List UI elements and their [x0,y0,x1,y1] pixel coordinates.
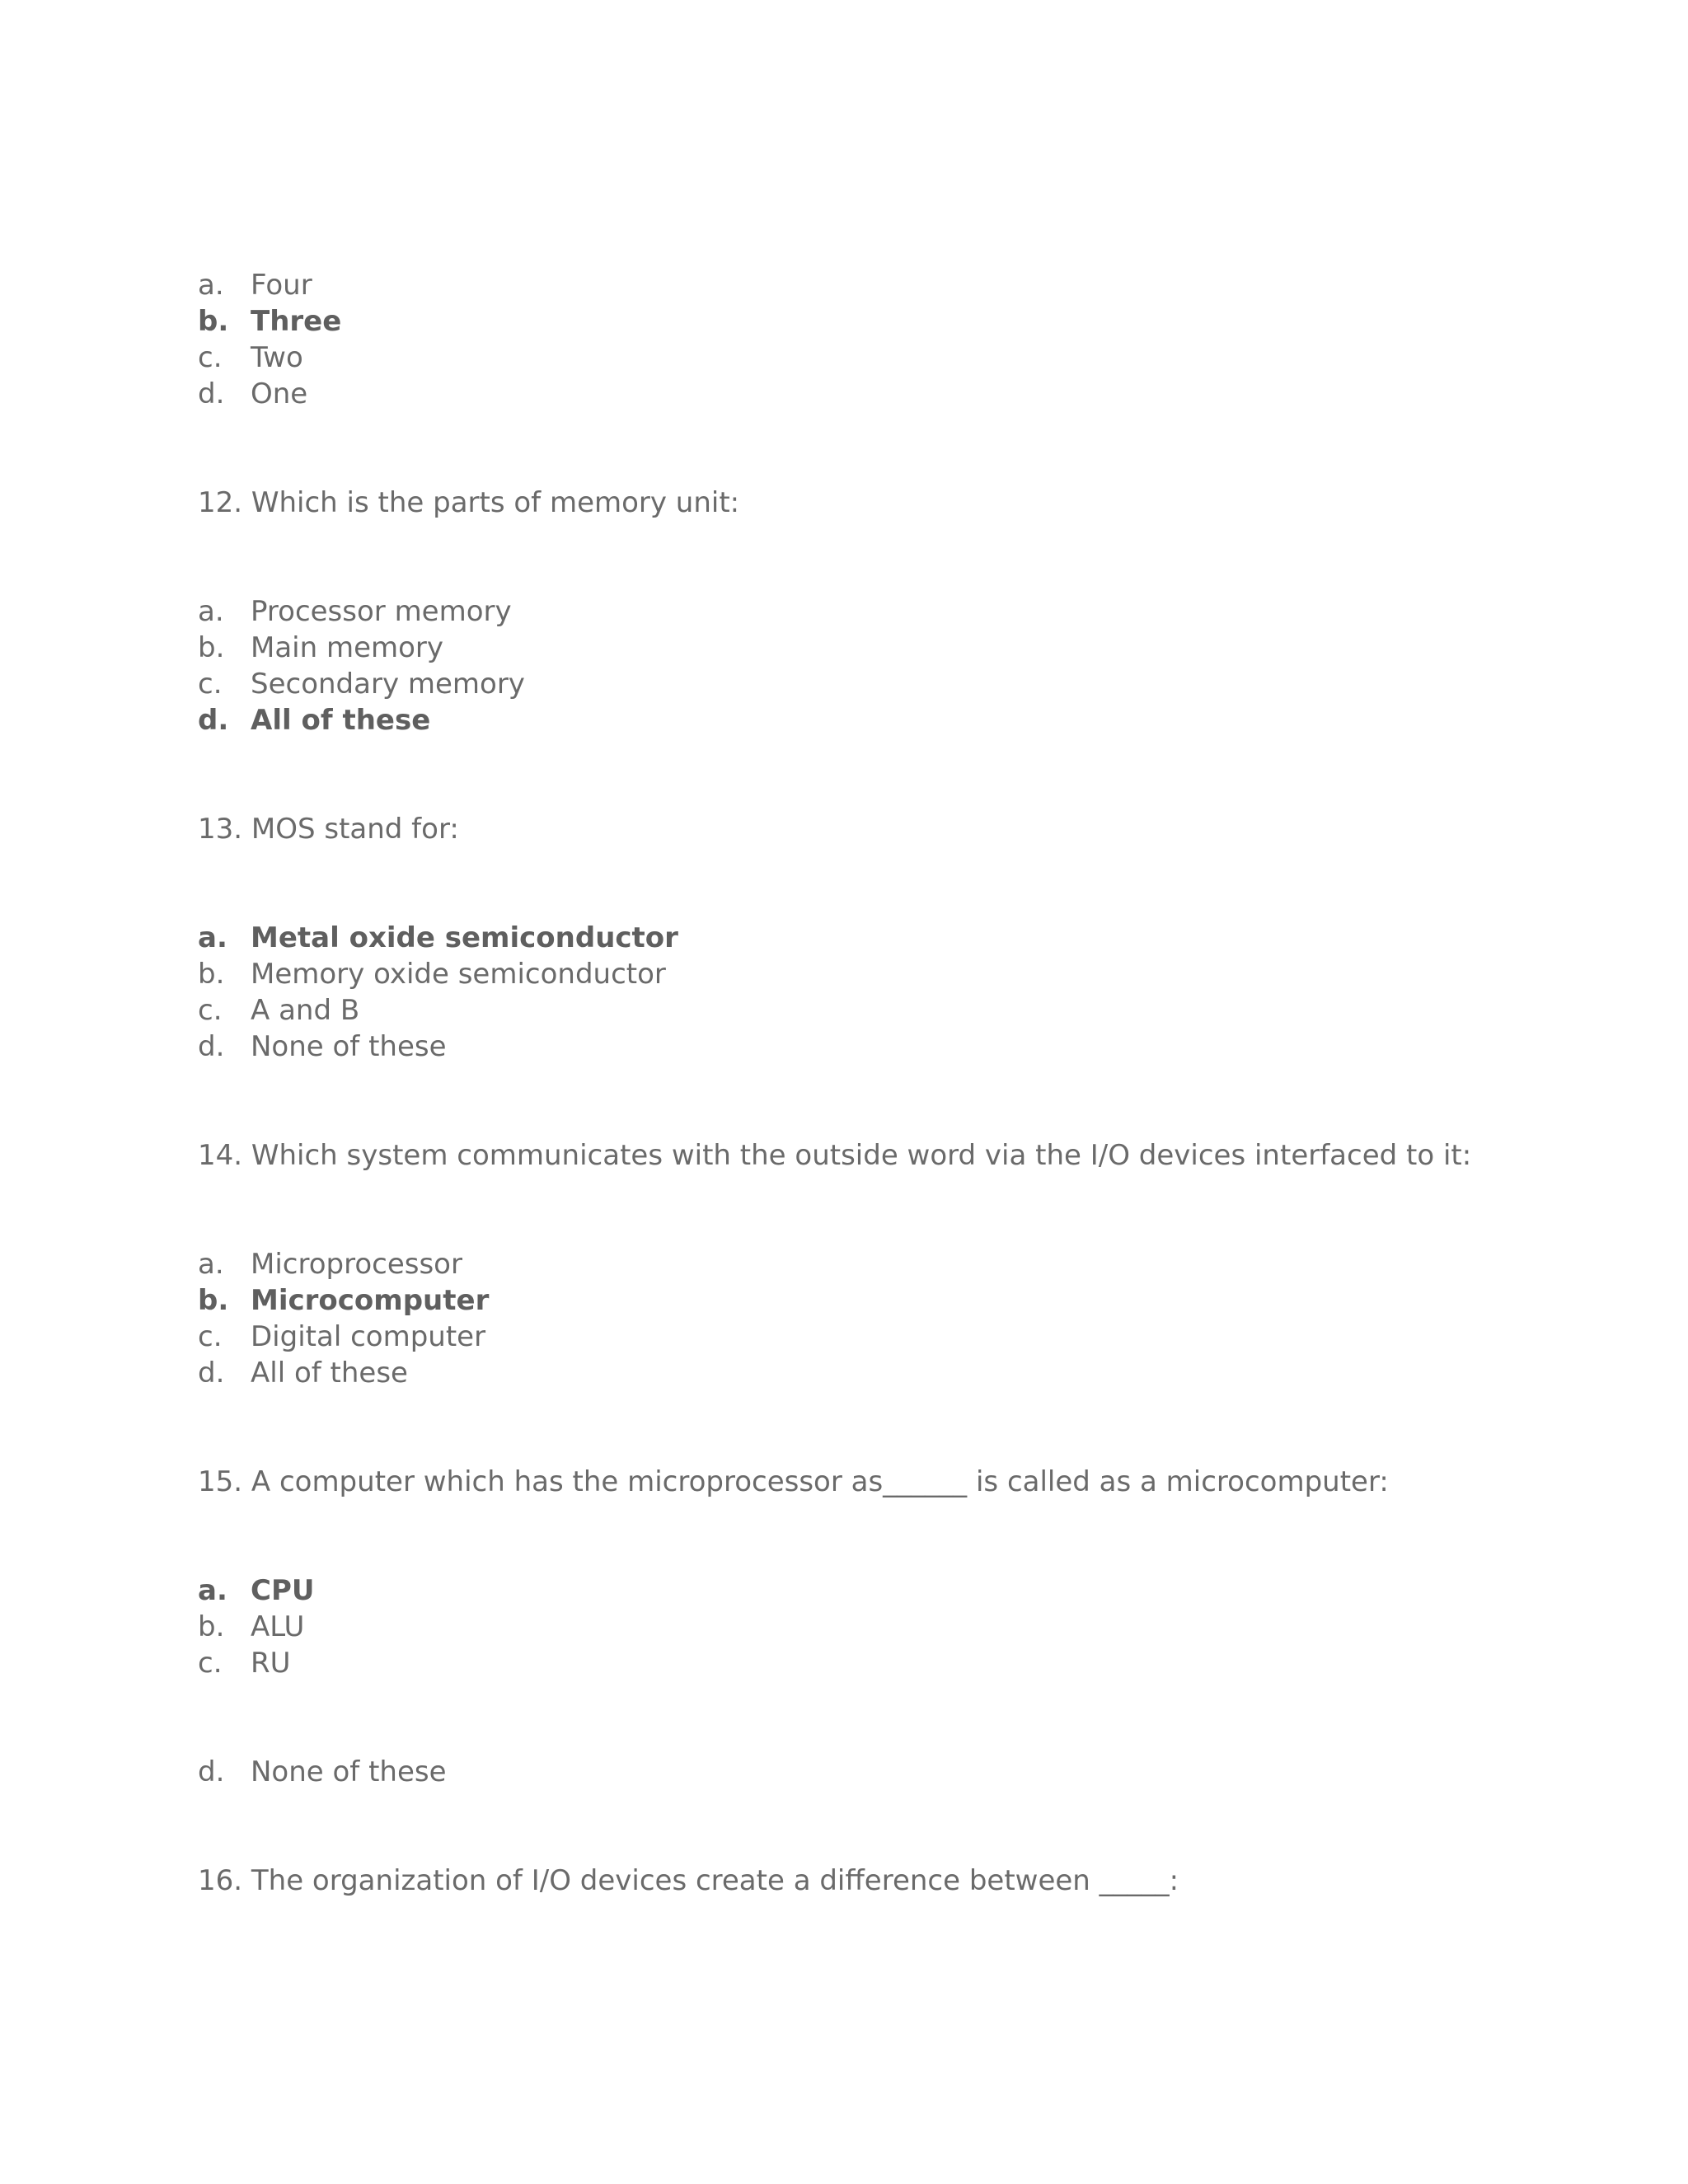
option-letter: a. [198,269,224,302]
option-letter: d. [198,1030,225,1063]
option-q14-b-correct [198,1282,489,1319]
option-text: RU [251,1647,291,1680]
option-letter: d. [198,1357,225,1390]
option-letter: b. [198,958,225,991]
option-q13-b [198,956,666,992]
option-text: One [251,377,308,410]
question-13: 13. MOS stand for: [198,813,459,846]
option-text: Main memory [251,631,444,664]
option-letter: c. [198,994,223,1027]
option-q15-c [198,1645,291,1681]
question-12: 12. Which is the parts of memory unit: [198,486,740,519]
question-16: 16. The organization of I/O devices create a difference between _____: [198,1864,1179,1897]
option-q15-a-correct [198,1572,314,1609]
option-text: CPU [251,1574,315,1607]
option-q15-d [198,1754,447,1790]
option-text: Two [251,341,303,374]
option-text: A and B [251,994,360,1027]
option-text: Memory oxide semiconductor [251,958,666,991]
option-letter: c. [198,341,223,374]
option-q13-a-correct [198,920,678,956]
option-letter: c. [198,1320,223,1353]
option-letter: b. [198,1610,225,1643]
option-q12-c [198,666,525,702]
option-letter: a. [198,1574,227,1607]
option-text: Microprocessor [251,1248,462,1281]
option-letter: a. [198,921,227,954]
option-q14-c [198,1319,485,1355]
option-q14-d [198,1355,408,1391]
option-text: Four [251,269,312,302]
option-text: All of these [251,1357,408,1390]
option-q11-c [198,340,303,376]
option-q12-b [198,630,443,666]
question-14: 14. Which system communicates with the outside word via the I/O devices interfaced to it: [198,1139,1472,1172]
option-letter: a. [198,595,224,628]
option-letter: c. [198,668,223,701]
option-text: Digital computer [251,1320,486,1353]
option-q11-b-correct [198,303,341,340]
option-text: Three [251,305,342,338]
option-text: ALU [251,1610,305,1643]
option-q11-d [198,376,307,412]
option-text: Microcomputer [251,1284,490,1317]
option-letter: b. [198,305,229,338]
option-q11-a [198,267,312,303]
option-letter: d. [198,704,229,737]
option-q12-d-correct [198,702,430,738]
option-q15-b [198,1609,304,1645]
option-text: Processor memory [251,595,512,628]
option-text: None of these [251,1755,447,1788]
option-text: All of these [251,704,431,737]
option-letter: c. [198,1647,223,1680]
option-q14-a [198,1246,462,1282]
option-letter: a. [198,1248,224,1281]
option-letter: b. [198,1284,229,1317]
option-q12-a [198,593,512,630]
option-q13-d [198,1029,447,1065]
option-letter: d. [198,1755,225,1788]
question-15: 15. A computer which has the microprocessor as______ is called as a microcomputer: [198,1465,1389,1498]
option-q13-c [198,992,359,1029]
option-text: None of these [251,1030,447,1063]
option-text: Metal oxide semiconductor [251,921,678,954]
option-text: Secondary memory [251,668,525,701]
option-letter: b. [198,631,225,664]
option-letter: d. [198,377,225,410]
